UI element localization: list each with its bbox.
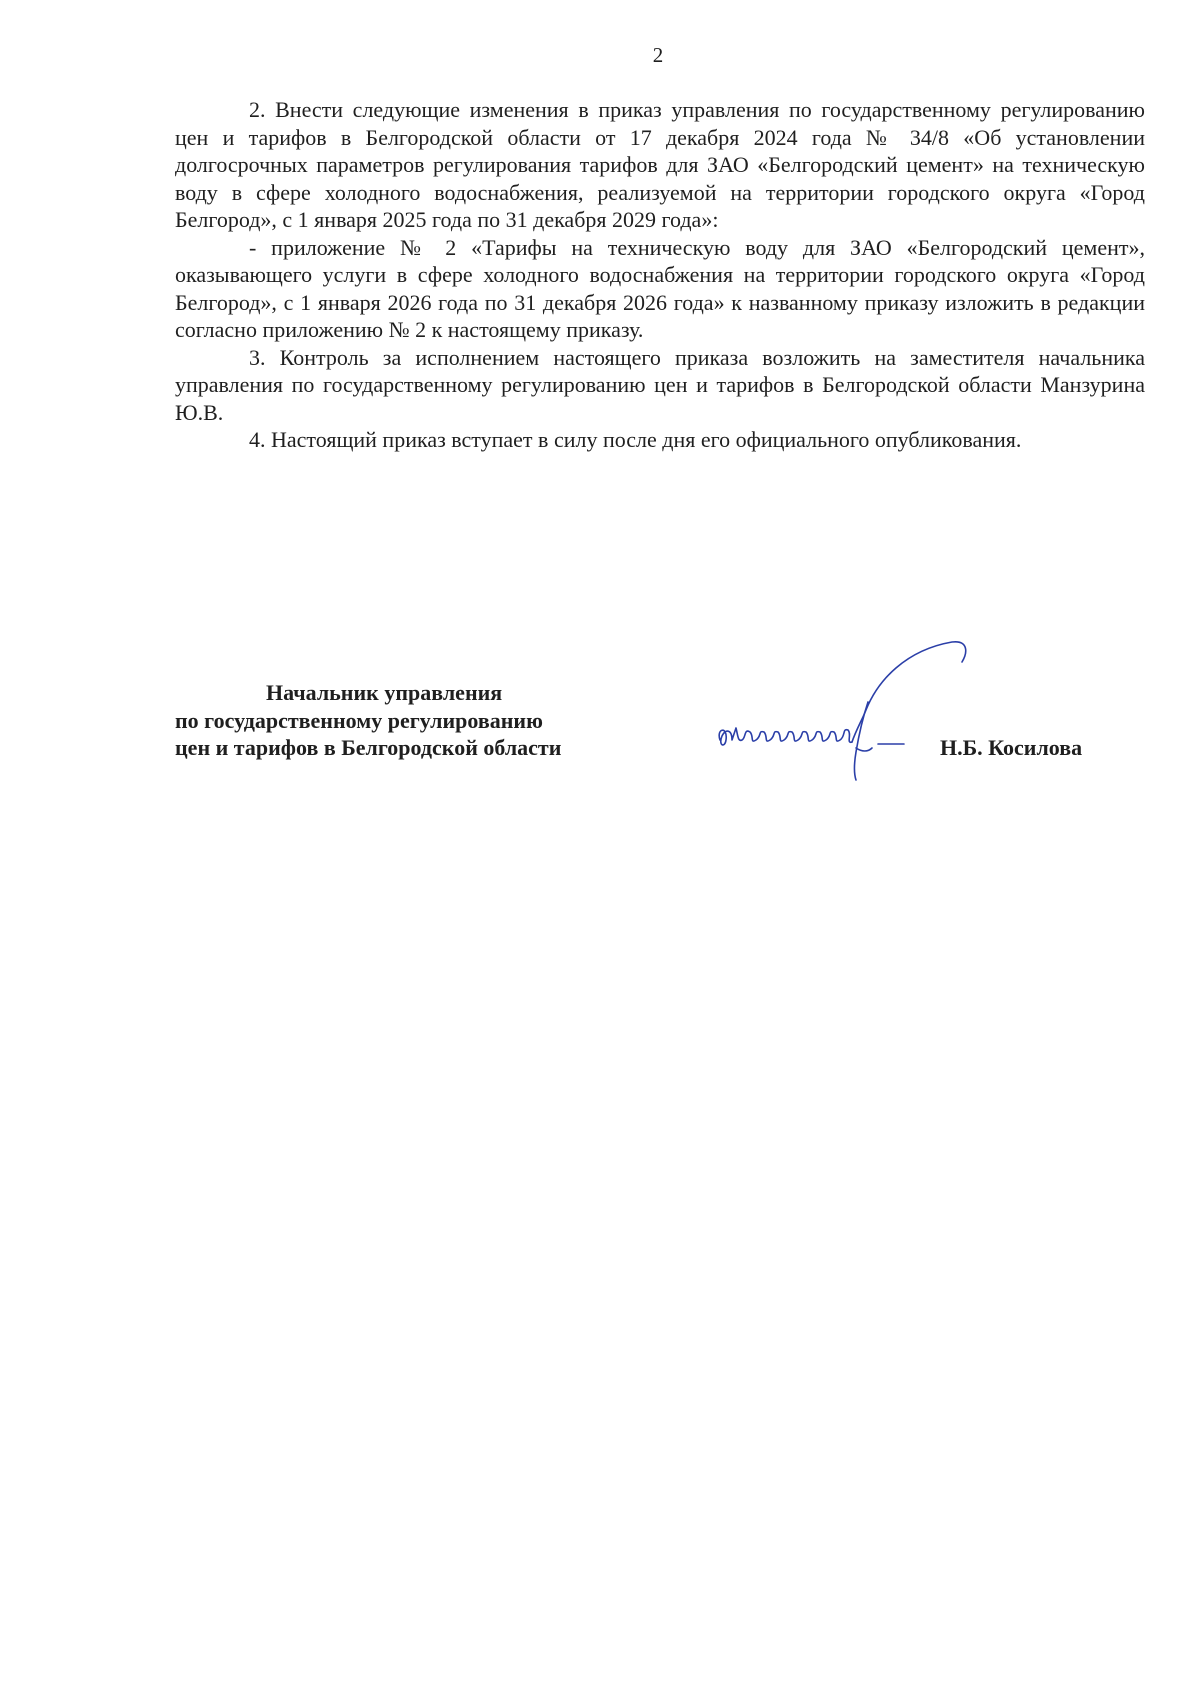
handwritten-signature xyxy=(706,640,1016,790)
page-number: 2 xyxy=(652,43,664,67)
signatory-title-line: по государственному регулированию xyxy=(175,707,543,733)
signatory-title-line: Начальник управления xyxy=(266,680,503,705)
paragraph-control: 3. Контроль за исполнением настоящего приказа возложить на заместителя начальника управления по государственному регулированию цен и тарифов в Белгородской области Манзурина Ю.В. xyxy=(175,344,1145,425)
paragraph-amendments: 2. Внести следующие изменения в приказ управления по государственному регулированию цен и тарифов в Белгородской области от 17 декабря 2024 года № 34/8 «Об установлении долгосрочных параметров регулирования тарифов для ЗАО «Белгородский цемент» на техническую воду в сфере холодного водоснабжения, реализуемой на территории городского округа «Город Белгород», с 1 января 2025 года по 31 декабря 2029 года»: xyxy=(175,97,1145,232)
signatory-title-line: цен и тарифов в Белгородской области xyxy=(175,735,562,760)
signatory-title xyxy=(175,679,635,762)
paragraph-appendix: - приложение № 2 «Тарифы на техническую воду для ЗАО «Белгородский цемент», оказывающего услуги в сфере холодного водоснабжения на территории городского округа «Город Белгород», с 1 января 2026 года по 31 декабря 2026 года» к названному приказу изложить в редакции согласно приложению № 2 к настоящему приказу. xyxy=(175,234,1145,342)
signatory-name: Н.Б. Косилова xyxy=(940,735,1083,760)
paragraph-effective-date: 4. Настоящий приказ вступает в силу после дня его официального опубликования. xyxy=(249,427,1022,452)
order-body xyxy=(175,96,1145,454)
